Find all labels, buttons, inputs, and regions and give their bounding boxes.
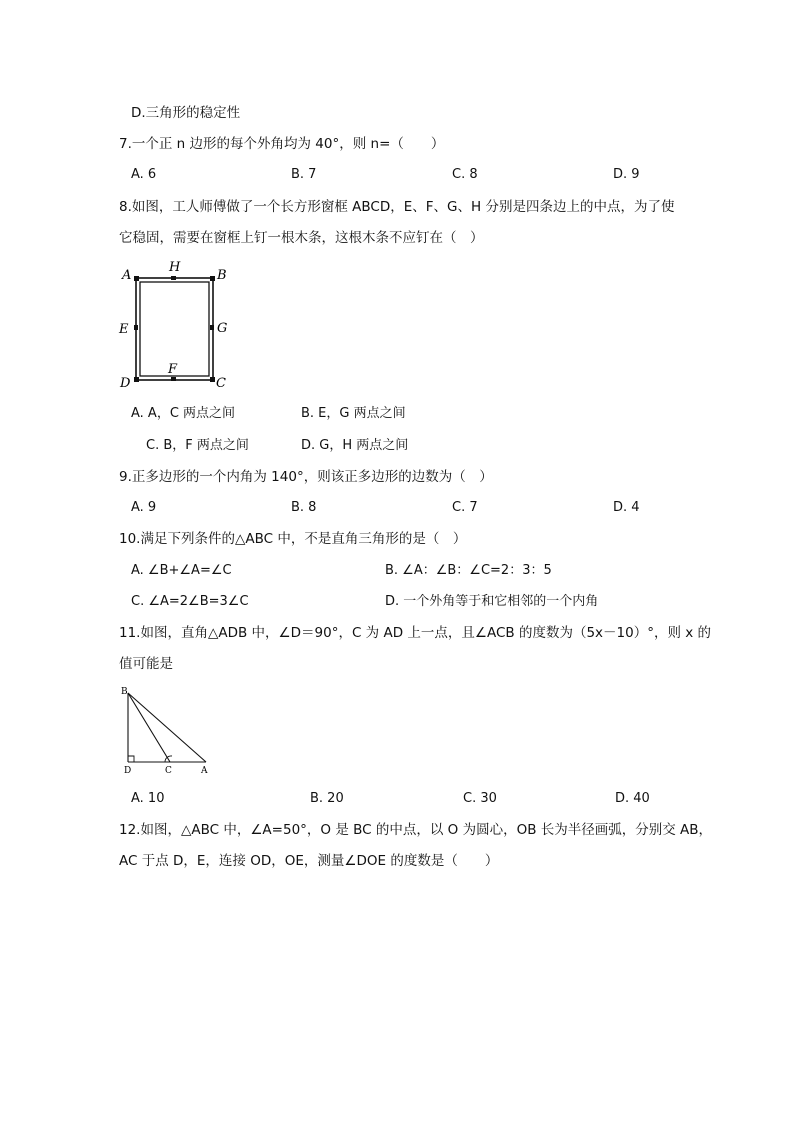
segment-ba — [128, 693, 206, 762]
q8-stem-line1: 8.如图，工人师傅做了一个长方形窗框 ABCD，E、F、G、H 分别是四条边上的中点，为了使 — [119, 199, 675, 215]
q11-option-d: D. 40 — [615, 791, 650, 806]
label-f: F — [168, 362, 178, 377]
label-d: D — [120, 376, 131, 391]
label-d: D — [124, 766, 132, 776]
label-c: C — [165, 766, 172, 776]
label-e: E — [119, 322, 129, 337]
label-a: A — [122, 268, 132, 283]
q10-option-a: A. ∠B+∠A=∠C — [131, 563, 232, 578]
label-g: G — [217, 321, 228, 336]
label-b: B — [217, 268, 227, 283]
q12-stem-line1: 12.如图，△ABC 中，∠A=50°，O 是 BC 的中点，以 O 为圆心，OB 长为半径画弧，分别交 AB， — [119, 822, 713, 838]
right-angle-marker — [128, 756, 134, 762]
q10-stem: 10.满足下列条件的△ABC 中，不是直角三角形的是（ ） — [119, 531, 467, 547]
q8-option-a: A. A，C 两点之间 — [131, 406, 236, 421]
q9-stem: 9.正多边形的一个内角为 140°，则该正多边形的边数为（ ） — [119, 469, 493, 485]
label-a: A — [201, 766, 208, 776]
q11-option-c: C. 30 — [463, 791, 497, 806]
q11-stem-line1: 11.如图，直角△ADB 中，∠D＝90°，C 为 AD 上一点，且∠ACB 的度数为（5x－10）°，则 x 的 — [119, 625, 712, 641]
point-d-marker — [134, 377, 139, 382]
point-e-marker — [134, 325, 138, 330]
q8-option-c: C. B，F 两点之间 — [146, 438, 249, 453]
q11-option-a: A. 10 — [131, 791, 165, 806]
point-h-marker — [171, 276, 176, 280]
point-c-marker — [210, 377, 215, 382]
q9-option-d: D. 4 — [613, 500, 640, 515]
q7-option-a: A. 6 — [131, 167, 157, 182]
q10-option-d: D. 一个外角等于和它相邻的一个内角 — [385, 594, 599, 609]
q9-option-a: A. 9 — [131, 500, 157, 515]
q7-option-c: C. 8 — [452, 167, 478, 182]
point-f-marker — [171, 377, 176, 381]
q9-option-c: C. 7 — [452, 500, 478, 515]
q7-option-b: B. 7 — [291, 167, 317, 182]
q8-stem-line2: 它稳固，需要在窗框上钉一根木条，这根木条不应钉在（ ） — [119, 230, 484, 246]
q11-stem-line2: 值可能是 — [119, 656, 173, 672]
label-c: C — [216, 376, 226, 391]
segment-bc — [128, 693, 170, 762]
q11-triangle-figure — [114, 684, 219, 776]
q9-option-b: B. 8 — [291, 500, 317, 515]
q8-option-d: D. G，H 两点之间 — [301, 438, 409, 453]
q8-window-frame-figure — [113, 258, 238, 393]
point-g-marker — [210, 325, 214, 330]
point-b-marker — [210, 276, 215, 281]
q10-option-c: C. ∠A=2∠B=3∠C — [131, 594, 249, 609]
label-h: H — [169, 260, 181, 275]
q8-option-b: B. E，G 两点之间 — [301, 406, 406, 421]
q12-stem-line2: AC 于点 D，E，连接 OD，OE，测量∠DOE 的度数是（ ） — [119, 853, 499, 869]
q10-option-b: B. ∠A：∠B：∠C=2：3：5 — [385, 563, 552, 578]
q6-option-d: D.三角形的稳定性 — [131, 105, 241, 121]
point-a-marker — [134, 276, 139, 281]
q7-option-d: D. 9 — [613, 167, 640, 182]
label-b: B — [121, 687, 128, 697]
q7-stem: 7.一个正 n 边形的每个外角均为 40°，则 n=（ ） — [119, 136, 445, 152]
q11-option-b: B. 20 — [310, 791, 344, 806]
